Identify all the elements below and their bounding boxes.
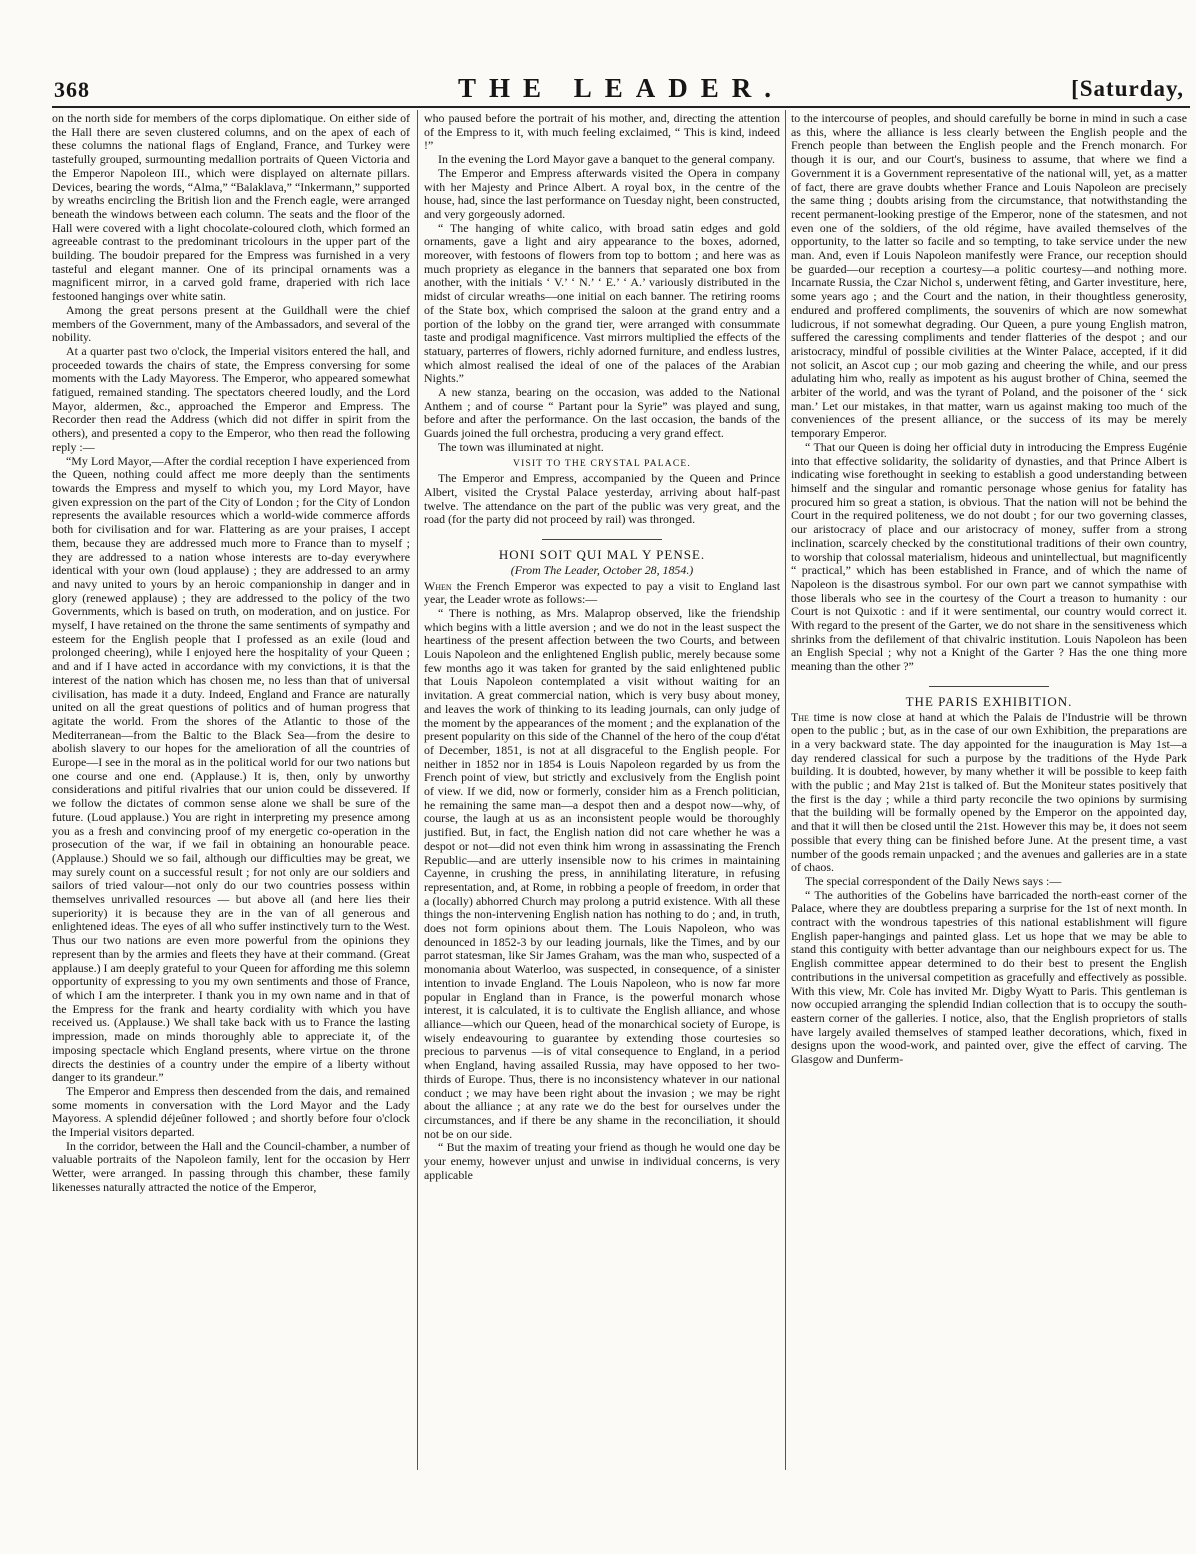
paragraph: The Emperor and Empress afterwards visited the Opera in company with her Majesty and Prince Albert. A royal box, in the centre of the house, had, since the last performance on Tuesday night, been constructed, and very gorgeously adorned.: [424, 165, 780, 221]
emperor-reply: “My Lord Mayor,—After the cordial reception I have experienced from the Queen, nothing could affect me more deeply than the sentiments towards the Empress and myself to which you, my Lord Mayor, have given expression on the part of the City of London ; for the City of London represents the available resources which a world-wide commerce affords both for civilisation and for war. Flattering as are your praises, I accept them, because they are addressed much more to France than to myself ; they are addressed to a nation whose interests are to-day everywhere identical with your own (loud applause) ; they are addressed to an army and navy united to yours by an heroic companionship in danger and in glory (renewed applause) ; they are addressed to the policy of the two Governments, which is based on truth, on moderation, and on justice. For myself, I have retained on the throne the same sentiments of sympathy and esteem for the English people that I professed as an exile (loud and prolonged cheering), while I enjoyed here the hospitality of your Queen ; and and if I have acted in accordance with my convictions, it is that the interest of the nation which has chosen me, no less than that of universal civilisation, has made it a duty. Indeed, England and France are naturally united on all the great questions of politics and of human progress that agitate the world. From the shores of the Atlantic to those of the Mediterranean—from the Baltic to the Black Sea—from the desire to abolish slavery to our hopes for the amelioration of all the countries of Europe—I see in the moral as in the political world for our two nations but one course and one end. (Applause.) It is, then, only by unworthy considerations and pitiful rivalries that our union could be dissevered. If we follow the dictates of common sense alone we shall be sure of the future. (Loud applause.) You are right in interpreting my presence among you as a fresh and convincing proof of my energetic co-operation in the prosecution of the war, if we fail in obtaining an honourable peace. (Applause.) Should we so fail, although our difficulties may be great, we may surely count on a successful result ; for not only are our soldiers and sailors of tried valour—not only do our two countries possess within themselves unrivalled resources — but above all (and here lies their superiority) it is because they are in the van of all generous and enlightened ideas. The eyes of all who suffer instinctively turn to the West. Thus our two nations are even more powerful from the opinions they represent than by the armies and fleets they have at their command. (Great applause.) I am deeply grateful to your Queen for affording me this solemn opportunity of expressing to you my own sentiments and those of France, of which I am the interpreter. I thank you in my own name and in that of the Empress for the frank and hearty cordiality with which you have received us. (Applause.) We shall take back with us to France the lasting impression, made on minds thoroughly able to appreciate it, of the imposing spectacle which England presents, where virtue on the throne directs the destinies of a country under the empire of a liberty without danger to its grandeur.”: [52, 453, 410, 1085]
paragraph: At a quarter past two o'clock, the Imperial visitors entered the hall, and proceeded towards the chairs of state, the Empress conversing for some moments with the Lady Mayoress. The Emperor, who appeared somewhat fatigued, remained standing. The spectators cheered loudly, and the Lord Mayor, aldermen, &c., approached the Emperor and Empress. The Recorder then read the Address (which did not differ in spirit from the others), and presented a copy to the Emperor, who then read the following reply :—: [52, 343, 410, 454]
article-source: (From The Leader, October 28, 1854.): [510, 562, 694, 577]
paragraph: The town was illuminated at night.: [438, 439, 604, 454]
paragraph: [424, 580, 780, 607]
column-divider: [785, 110, 786, 1470]
column-3: [791, 112, 1187, 1477]
masthead-rule: [52, 106, 1190, 108]
drop-word: The: [791, 709, 809, 724]
masthead: [52, 73, 1190, 103]
paragraph: “ The hanging of white calico, with broad satin edges and gold ornaments, gave a light and airy appearance to the boxes, adorned, moreover, with festoons of flowers from top to bottom ; and here was as much propriety as elegance in the banners that separated one box from another, with the initials ‘ V.’ ‘ N.’ ‘ E.’ ‘ A.’ variously distributed in the midst of circular wreaths—one initial on each banner. The retiring rooms of the State box, which comprised the saloon at the grand entry and a portion of the lobby on the grand tier, were arranged with consummate taste and prodigal magnificence. Vast mirrors multiplied the effects of the statuary, parterres of flowers, richly adorned furniture, and endless lustres, which almost realised the ideal of one of the palaces of the Arabian Nights.”: [424, 220, 780, 386]
paragraph: The Emperor and Empress, accompanied by the Queen and Prince Albert, visited the Crystal Palace yesterday, arriving about half-past twelve. The attendance on the part of the public was very great, and the road (for the party did not proceed by rail) was thronged.: [424, 471, 780, 527]
paragraph: In the evening the Lord Mayor gave a banquet to the general company.: [438, 152, 775, 167]
section-divider: [542, 539, 662, 540]
paragraph: The special correspondent of the Daily News says :—: [805, 873, 1062, 888]
column-1: [52, 112, 410, 1477]
paragraph: [791, 711, 1187, 875]
section-divider: [929, 686, 1049, 687]
drop-word: When: [424, 578, 452, 593]
honi-soit-heading: HONI SOIT QUI MAL Y PENSE.: [498, 547, 706, 563]
paragraph-text: time is now close at hand at which the Palais de l'Industrie will be thrown open to the public ; but, as in the case of our own Exhibition, the preparations are in a very backward state. The day appointed for the inauguration is May 1st—a day rendered classical for such a purpose by the traditions of the Hyde Park building. It is doubted, however, by many whether it will be possible to keep faith with the public ; and May 21st is talked of. But the Moniteur states positively that the first is the day ; while a third party reconcile the two opinions by surmising that the building will be formally opened by the Emperor on the appointed day, and that it will then be closed until the 21st. However this may be, it does not seem possible that every thing can be finished before June. At the present time, a vast number of the goods remain unpacked ; and the avenues and galleries are in a state of chaos.: [791, 709, 1187, 875]
column-divider: [417, 110, 418, 1470]
issue-day: [Saturday,: [1071, 76, 1184, 101]
paragraph: The Emperor and Empress then descended from the dais, and remained some moments in conversation with the Lord Mayor and the Lady Mayoress. A splendid déjeûner followed ; and shortly before four o'clock the Imperial visitors departed.: [52, 1083, 410, 1140]
newspaper-title: THE LEADER.: [457, 73, 785, 103]
paragraph: “ The authorities of the Gobelins have barricaded the north-east corner of the Palace, where they are doubtless preparing a surprise for the 1st of next month. In contract with the wondrous tapestries of this national establishment will figure English paper-hangings and painted glass. Let us hope that we may be able to stand this contiguity with better advantage than our neighbours expect for us. The English committee appear determined to do their best to present the English contributions in the universal competition as gracefully and effectively as possible. With this view, Mr. Cole has invited Mr. Digby Wyatt to Paris. This gentleman is now occupied arranging the splendid Indian collection that is to occupy the south-eastern corner of the galleries. I notice, also, that the English proprietors of stalls have largely availed themselves of stamped leather decorations, which, fixed in designs upon the wood-work, and painted over, give the effect of carving. The Glasgow and Dunferm-: [791, 887, 1187, 1067]
paragraph: “ There is nothing, as Mrs. Malaprop observed, like the friendship which begins with a little aversion ; and we do not in the least suspect the heartiness of the present affection between the two Courts, and between Louis Napoleon and the enlightened English public, merely because some few months ago it was taken for granted by the said enlightened public that Louis Napoleon contemplated a visit without waiting for an invitation. A great commercial nation, which is very busy about money, and leaves the work of thinking to its leading journals, can only judge of the moment by the appearances of the moment ; and the explanation of the present popularity on this side of the Channel of the hero of the coup d'état of December, 1851, is not at all disgraceful to the English people. For neither in 1852 nor in 1854 is Louis Napoleon regarded by us from the French point of view, but strictly and exclusively from the English point of view. If we did, now or formerly, consider him as a French politician, he remaining the same man—a despot then and a despot now—why, of course, the laugh at us as an inconsistent people would be thoroughly justified. But, in fact, the English nation did not care whether he was a despot or not—did not even think him wrong in assassinating the French Republic—and are utterly insensible now to his crimes in maintaining Cayenne, in crushing the press, in annihilating literature, in refusing representation, and, at Rome, in robbing a people of freedom, in order that a (locally) abhorred Church may prolong a putrid existence. With all these things the non-intervening English nation has nothing to do ; and, in truth, does not form opinions about them. The Louis Napoleon, who was denounced in 1852-3 by our leading journals, like the Times, and by our parrot statesman, like Sir James Graham, was the man who, suspected of a monomania about Waterloo, was suspected, in consequence, of a sinister intention to invade England. The Louis Napoleon, who is now far more popular in England than in France, is the powerful monarch whose interest, it is calculated, it is to cultivate the English alliance, and whose alliance—which our Queen, head of the monarchical society of Europe, is wisely endeavouring to guarantee by extending those courtesies so precious to parvenus —is of vital consequence to England, in a period when England, having assailed Russia, may have opposed to her two-thirds of Europe. Thus, there is no inconsistency whatever in our national conduct ; we may have been right about the invasion ; we may be right about the alliance ; at any rate we do the best for ourselves under the circumstances, and if there be any shame in the reconciliation, it should not be on our side.: [424, 605, 780, 1141]
paris-exhibition-heading: THE PARIS EXHIBITION.: [905, 693, 1073, 709]
paragraph: who paused before the portrait of his mother, and, directing the attention of the Empress to it, with much feeling exclaimed, “ This is kind, indeed !”: [424, 112, 780, 153]
paragraph: In the corridor, between the Hall and the Council-chamber, a number of valuable portraits of the Napoleon family, lent for the occasion by Herr Wetter, were arranged. In passing through this chamber, these family likenesses naturally attracted the notice of the Emperor,: [52, 1138, 410, 1194]
paragraph-text: the French Emperor was expected to pay a visit to England last year, the Leader wrote as follows:—: [424, 578, 780, 607]
paragraph: “ But the maxim of treating your friend as though he would one day be your enemy, however unjust and unwise in individual concerns, is very applicable: [424, 1140, 780, 1182]
paragraph: to the intercourse of peoples, and should carefully be borne in mind in such a case as this, where the alliance is less clearly between the English people and the French people than between the English people and the French monarch. For though it is our, and our Court's, business to assume, that where we find a Government it is a Government representative of the national will, yet, as a matter of fact, there are grave doubts whether France and Louis Napoleon are precisely the same thing ; doubts arising from the circumstance, that notwithstanding the recent permanent-looking prestige of the Emperor, none of the statesmen, and not even one of the soldiers, of the old régime, have availed themselves of the opportunity, to the latter so facile and so tempting, to take service under the new man. And, even if Louis Napoleon manifestly were France, our reception should be guarded—our reception a courtesy—a politic courtesy—and nothing more. Incarnate Russia, the Czar Nichol s, underwent fêting, and Garter investiture, here, some years ago ; and the Court and the nation, in their thoughtless generosity, endured and proffered compliments, the souvenirs of which are now somewhat ludicrous, if not somewhat degrading. Our Queen, a pure young English matron, suffered the caressing compliments and tender flatteries of the despot ; and our aristocracy, mindful of possible civilities at the Winter Palace, accepted, if it did not solicit, an Ascot cup ; our mob gazing and cheering the while, and our press adulating him who, really as impotent as his august brother of China, seemed the arbiter of the world, and was the tyrant of Poland, and the poisoner of the ‘ sick man.’ Let our mistakes, in that matter, warn us against making too much of the conveniences of the present alliance, or the success of its may be merely temporary Emperor.: [791, 112, 1187, 441]
column-2: [424, 112, 780, 1477]
crystal-palace-heading: VISIT TO THE CRYSTAL PALACE.: [513, 458, 691, 469]
paragraph: “ That our Queen is doing her official duty in introducing the Empress Eugénie into that effective solidarity, the solidarity of dynasties, and that Prince Albert is indicating wise forethought in seeking to establish a good understanding between himself and the singular and romantic personage whose genius for fatality has procured him so great a station, is obvious. That the nation will not be behind the Court in the required politeness, we do not doubt ; for our two governing classes, our aristocracy of place and our aristocracy of money, suffer from a strong inclination, scarcely checked by the constitutional traditions of their own country, to worship that colossal materialism, hideous and unintellectual, but magnificently “ practical,” which has been established in France, and of which the name of Napoleon is the disastrous symbol. For our own part we cannot sympathise with those liberals who see in the courtesy of the Court a treason to humanity : our Court is not Quixotic : and if it were sentimental, our country would correct it. With regard to the present of the Garter, we do not share in the sensitiveness which shrinks from the defilement of that chivalric institution. Louis Napoleon has been an English Special ; why not a Knight of the Garter ? Has the one thing more meaning than the other ?”: [791, 439, 1187, 674]
paragraph: Among the great persons present at the Guildhall were the chief members of the Government, many of the Ambassadors, and several of the nobility.: [52, 302, 410, 345]
paragraph: on the north side for members of the corps diplomatique. On either side of the Hall there are seven clustered columns, and on the apex of each of these columns the national flags of England, France, and Turkey were tastefully grouped, surmounting medallion portraits of Queen Victoria and the Emperor Napoleon III., which were displayed on alternate pillars. Devices, bearing the words, “Alma,” “Balaklava,” “Inkermann,” supported by wreaths encircling the British lion and the French eagle, were arranged beneath the windows between each column. The seats and the floor of the Hall were covered with a light chocolate-coloured cloth, which formed an agreeable contrast to the predominant tricolours in the upper part of the building. The boudoir prepared for the Empress was furnished in a very tasteful and elegant manner. One of its principal ornaments was a magnificent mirror, in a carved gold frame, draperied with rich lace festooned hangings over white satin.: [52, 112, 410, 304]
paragraph: A new stanza, bearing on the occasion, was added to the National Anthem ; and of course “ Partant pour la Syrie” was played and sung, before and after the performance. On the last occasion, the bands of the Guards joined the full orchestra, producing a very grand effect.: [424, 385, 780, 441]
page-number: 368: [54, 77, 90, 102]
